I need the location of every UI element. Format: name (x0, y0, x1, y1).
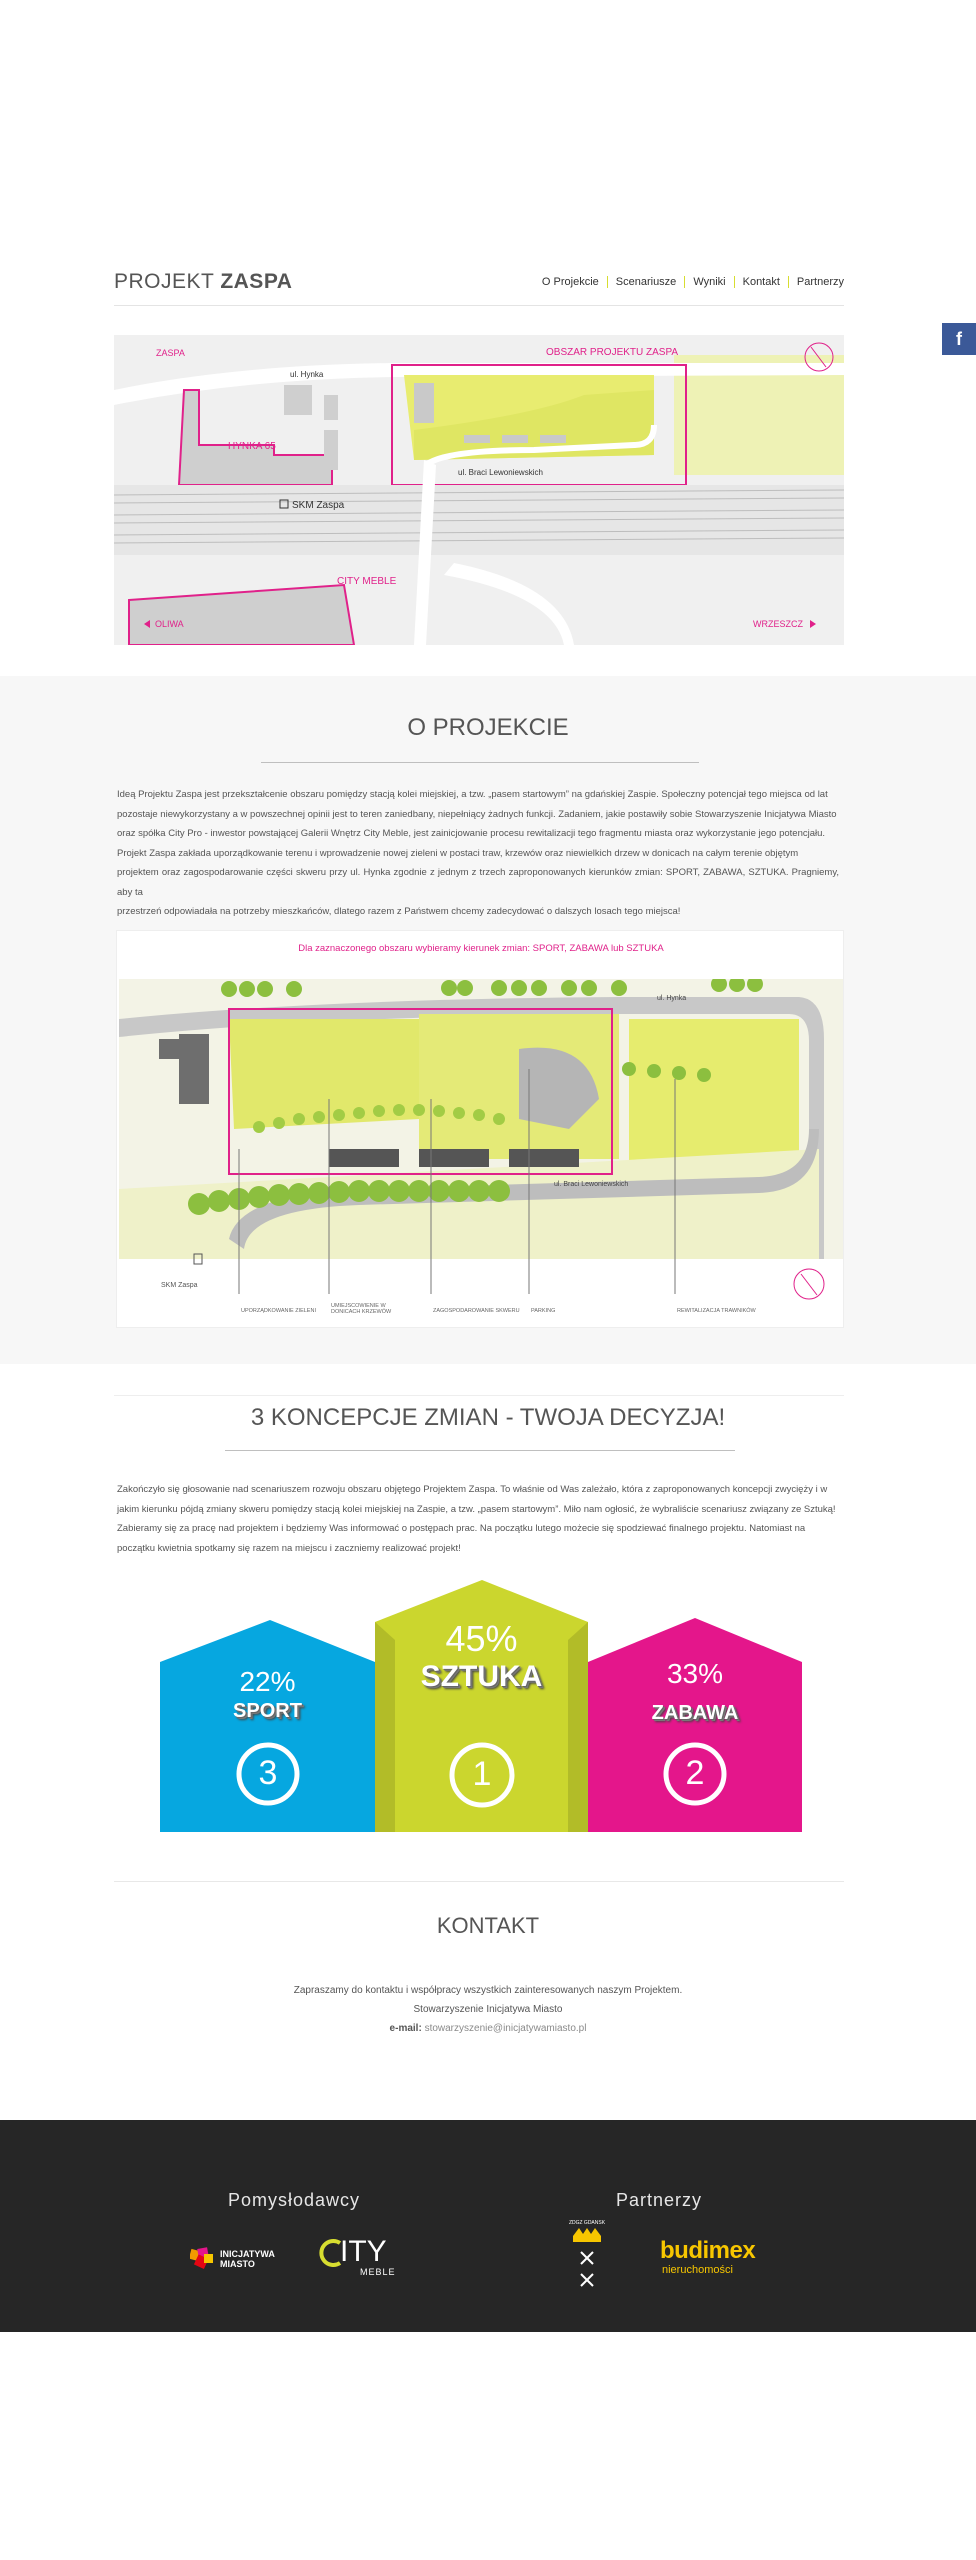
about-title: O PROJEKCIE (407, 714, 569, 741)
contact-divider (114, 1881, 844, 1882)
map-label-obszar: OBSZAR PROJEKTU ZASPA (546, 347, 679, 358)
footer (0, 2120, 976, 2332)
city-logo-text: ITY (340, 2235, 387, 2268)
plan-label-skm: SKM Zaspa (161, 1282, 198, 1289)
about-line: Ideą Projektu Zaspa jest przekształcenie obszaru pomiędzy stacją kolei miejskiej, a tzw. „pasem startowym” na gdańskiej Zaspie. Społeczny potencjał tego miejsca od lat (117, 789, 828, 800)
map-label-ul-hynka: ul. Hynka (290, 370, 324, 379)
section-divider (114, 1395, 844, 1396)
plan-label-zielen: UPORZĄDKOWANIE ZIELENI (241, 1308, 316, 1314)
contact-email-row (0, 2019, 976, 2038)
concepts-title: 3 KONCEPCJE ZMIAN - TWOJA DECYZJA! (250, 1404, 726, 1431)
zabawa-percent: 33% (666, 1658, 724, 1689)
budimex-sub-text: nieruchomości (662, 2264, 733, 2276)
header-divider (114, 305, 844, 306)
gdansk-logo[interactable] (565, 2220, 609, 2300)
footer-pomyslodawcy-title: Pomysłodawcy (228, 2190, 361, 2210)
site-logo[interactable] (114, 270, 292, 294)
plan-note: Dla zaznaczonego obszaru wybieramy kierunek zmian: SPORT, ZABAWA lub SZTUKA (298, 943, 664, 954)
sport-percent: 22% (239, 1666, 296, 1697)
email-link[interactable]: stowarzyszenie@inicjatywamiasto.pl (424, 2023, 587, 2034)
map-label-wrzeszcz: WRZESZCZ (753, 619, 803, 629)
plan-label-donice: UMIEJSCOWIENIE W DONICACH KRZEWÓW (331, 1303, 392, 1315)
about-line: przestrzeń odpowiadała na potrzeby mieszkańców, dlatego razem z Państwem chcemy zadecydować o dalszych losach tego miejsca! (117, 906, 681, 917)
map-label-skm: SKM Zaspa (292, 500, 345, 511)
concepts-text (117, 1480, 839, 1558)
meble-logo-text: MEBLE (360, 2267, 396, 2277)
concepts-title-rule (225, 1450, 735, 1451)
map-label-oliwa: OLIWA (155, 619, 184, 629)
gdansk-crest-icon (571, 2228, 603, 2298)
contact-line-1: Zapraszamy do kontaktu i współpracy wszystkich zainteresowanych naszym Projektem. (293, 1985, 683, 1996)
plan-label-braci: ul. Braci Lewoniewskich (554, 1181, 629, 1188)
logo-text-light: PROJEKT (114, 270, 221, 293)
map-label-city-meble: CITY MEBLE (337, 576, 397, 587)
about-line: Projekt Zaspa zakłada uporządkowanie terenu i wprowadzenie nowej zieleni w postaci traw, krzewów oraz niewielkich drzew w donicach na całym terenie objętym (117, 847, 799, 859)
gdansk-logo-text: ZDGZ GDANSK (568, 2220, 606, 2226)
sztuka-rank: 1 (472, 1755, 492, 1793)
map-label-zaspa: ZASPA (156, 348, 185, 358)
nav-scenariusze[interactable]: Scenariusze (607, 276, 685, 288)
inicjatywa-miasto-logo[interactable] (190, 2242, 300, 2276)
sztuka-percent: 45% (445, 1618, 518, 1659)
concepts-line: początku kwietnia spotkamy się razem na miejscu i zaczniemy realizować projekt! (117, 1542, 461, 1554)
masterplan-drawing (119, 979, 843, 1319)
nav-partnerzy[interactable]: Partnerzy (788, 276, 844, 288)
sport-card (160, 1666, 375, 1723)
map-label-braci: ul. Braci Lewoniewskich (458, 468, 543, 477)
main-nav (534, 276, 844, 288)
im-logo-line1: INICJATYWA (220, 2249, 275, 2259)
contact-title: KONTAKT (436, 1913, 540, 1938)
plan-label-trawniki: REWITALIZACJA TRAWNIKÓW (677, 1308, 756, 1314)
sztuka-card (375, 1618, 588, 1694)
zabawa-rank: 2 (685, 1754, 705, 1792)
nav-o-projekcie[interactable]: O Projekcie (541, 276, 599, 288)
about-line: pozostaje niewykorzystany a w powszechnej opinii jest to teren zaniedbany, niepełniący żadnych funkcji. Zadaniem, jakie postawiły sobie Stowarzyszenie Inicjatywa Miasto (117, 808, 837, 820)
footer-partnerzy-title: Partnerzy (616, 2190, 703, 2210)
nav-wyniki[interactable]: Wyniki (684, 276, 733, 288)
house-zabawa[interactable] (588, 1618, 802, 1832)
facebook-icon[interactable]: f (942, 323, 976, 355)
plan-label-skwer: ZAGOSPODAROWANIE SKWERU (433, 1308, 520, 1314)
map-label-hynka65: HYNKA 65 (228, 441, 276, 452)
city-meble-logo[interactable] (318, 2234, 408, 2280)
sport-label: SPORT (233, 1700, 302, 1722)
im-logo-line2: MIASTO (220, 2259, 255, 2269)
sztuka-label: SZTUKA (420, 1660, 543, 1693)
budimex-logo[interactable] (660, 2238, 755, 2276)
about-line: oraz spółka City Pro - inwestor powstającej Galerii Wnętrz City Meble, jest zainicjowanie procesu rewitalizacji tego fragmentu miasta oraz wykorzystanie jego potencjału. (117, 828, 826, 839)
about-title-rule (261, 762, 699, 763)
location-map (114, 335, 844, 645)
email-label: e-mail: (389, 2023, 422, 2034)
logo-text-bold: ZASPA (220, 270, 293, 293)
inicjatywa-miasto-icon (190, 2246, 216, 2270)
contact-line-2: Stowarzyszenie Inicjatywa Miasto (413, 2004, 563, 2015)
about-line: projektem oraz zagospodarowanie części skweru przy ul. Hynka zgodnie z jednym z trzech zaproponowanych kierunków zmian: SPORT, ZABAWA, SZTUKA. Pragniemy, aby ta (117, 867, 839, 898)
zabawa-card (588, 1658, 802, 1725)
plan-label-parking: PARKING (531, 1308, 556, 1314)
contact-text (0, 1981, 976, 2038)
concepts-line: Zakończyło się głosowanie nad scenariuszem rozwoju obszaru objętego Projektem Zaspa. To właśnie od Was zależało, która z zaproponowanych koncepcji zwycięży i w (117, 1484, 828, 1495)
zabawa-label: ZABAWA (651, 1702, 739, 1724)
sport-rank: 3 (258, 1754, 278, 1792)
concepts-line: jakim kierunku pójdą zmiany skweru pomiędzy stacją kolei miejskiej na Zaspie, a tzw. „pasem startowym”. Miło nam ogłosić, że wybraliście scenariusz związany ze Sztuką! (117, 1503, 836, 1515)
masterplan (116, 930, 844, 1328)
house-sport[interactable] (160, 1620, 375, 1832)
budimex-logo-text: budimex (660, 2237, 756, 2264)
about-text (117, 785, 839, 922)
concepts-line: Zabieramy się za pracę nad projektem i będziemy Was informować o postępach prac. Na początku lutego możecie się spodziewać finalnego projektu. Natomiast na (117, 1523, 806, 1534)
nav-kontakt[interactable]: Kontakt (734, 276, 788, 288)
plan-label-hynka: ul. Hynka (657, 995, 687, 1002)
